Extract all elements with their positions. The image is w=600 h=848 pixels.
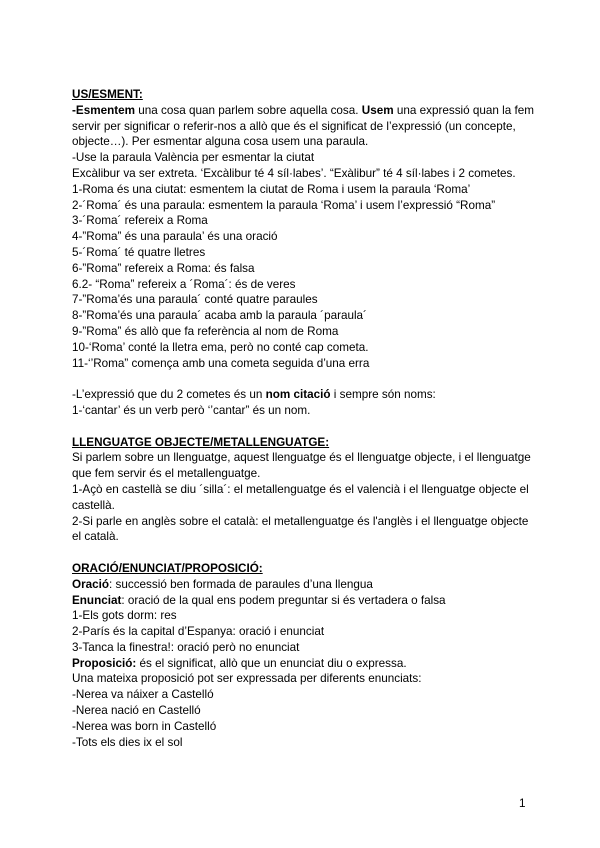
example-line: 1-Roma és una ciutat: esmentem la ciutat de Roma i usem la paraula ‘Roma’ xyxy=(72,182,471,196)
citation-rule: -L’expressió que du 2 cometes és un nom citació i sempre són noms: xyxy=(72,388,436,402)
example-line: 3-Tanca la finestra!: oració però no enunciat xyxy=(72,640,300,654)
example-line: 8-”Roma’és una paraula´ acaba amb la paraula ´paraula´ xyxy=(72,309,367,323)
text-line: Una mateixa proposició pot ser expressada per diferents enunciats: xyxy=(72,672,422,686)
example-line: -Nerea va náixer a Castelló xyxy=(72,688,214,702)
definition-paragraph: -Esmentem una cosa quan parlem sobre aquella cosa. Usem una expressió quan la fem servir per significar o referir-nos a allò que és el significat de l’expressió (un concepte, objecte…). Per esmentar alguna cosa usem una paraula. xyxy=(72,103,534,149)
example-line: 4-”Roma” és una paraula’ és una oració xyxy=(72,230,278,244)
example-line: -Nerea nació en Castelló xyxy=(72,704,201,718)
spacer xyxy=(72,419,537,435)
example-line: -Nerea was born in Castelló xyxy=(72,719,217,733)
example-line: 6-”Roma” refereix a Roma: és falsa xyxy=(72,261,255,275)
example-line: 7-”Roma’és una paraula´ conté quatre paraules xyxy=(72,293,318,307)
document-page xyxy=(72,87,537,750)
page-number: 1 xyxy=(519,797,526,810)
example-line: 3-´Roma´ refereix a Roma xyxy=(72,214,208,228)
section-heading-oracio: ORACIÓ/ENUNCIAT/PROPOSICIÓ: xyxy=(72,561,263,575)
section-heading-us-esment: US/ESMENT: xyxy=(72,88,143,101)
bold-term-nom-citacio: nom citació xyxy=(265,388,331,402)
example-line: 5-´Roma´ té quatre lletres xyxy=(72,245,206,259)
example-line: 2-Si parle en anglès sobre el català: el metallenguatge és l'anglès i el llenguatge objecte el català. xyxy=(72,514,529,544)
example-line: 1-‘cantar’ és un verb però ‘’cantar” és un nom. xyxy=(72,403,311,417)
example-line: 1-Els gots dorm: res xyxy=(72,609,177,623)
section-heading-llenguatge: LLENGUATGE OBJECTE/METALLENGUATGE: xyxy=(72,435,330,449)
text-line: -Use la paraula València per esmentar la ciutat xyxy=(72,151,315,165)
bold-term-esmentem: -Esmentem xyxy=(72,103,136,117)
example-line: 1-Açò en castellà se diu ´silla´: el metallenguatge és el valencià i el llenguatge objecte el castellà. xyxy=(72,482,529,512)
example-line: 2-´Roma´ és una paraula: esmentem la paraula ‘Roma’ i usem l’expressió “Roma” xyxy=(72,198,496,212)
example-line: 6.2- “Roma” refereix a ´Roma´: és de veres xyxy=(72,277,296,291)
definition-enunciat: Enunciat: oració de la qual ens podem preguntar si és vertadera o falsa xyxy=(72,593,446,607)
example-line: 2-París és la capital d’Espanya: oració i enunciat xyxy=(72,625,325,639)
definition-oracio: Oració: successió ben formada de paraules d’una llengua xyxy=(72,577,373,591)
spacer xyxy=(72,371,537,387)
spacer xyxy=(72,545,537,561)
text-line: Excàlibur va ser extreta. ‘Excàlibur té 4 síl·labes’. “Exàlibur” té 4 síl·labes i 2 cometes. xyxy=(72,166,516,180)
text-line: Si parlem sobre un llenguatge, aquest llenguatge és el llenguatge objecte, i el llenguatge que fem servir és el metallenguatge. xyxy=(72,451,531,481)
bold-term-usem: Usem xyxy=(361,103,394,117)
example-line: 9-”Roma” és allò que fa referència al nom de Roma xyxy=(72,324,339,338)
example-line: 10-‘Roma’ conté la lletra ema, però no conté cap cometa. xyxy=(72,340,369,354)
example-line: 11-‘’Roma” comença amb una cometa seguida d’una erra xyxy=(72,356,370,370)
definition-proposicio: Proposició: és el significat, allò que un enunciat diu o expressa. xyxy=(72,656,407,670)
example-line: -Tots els dies ix el sol xyxy=(72,735,183,749)
